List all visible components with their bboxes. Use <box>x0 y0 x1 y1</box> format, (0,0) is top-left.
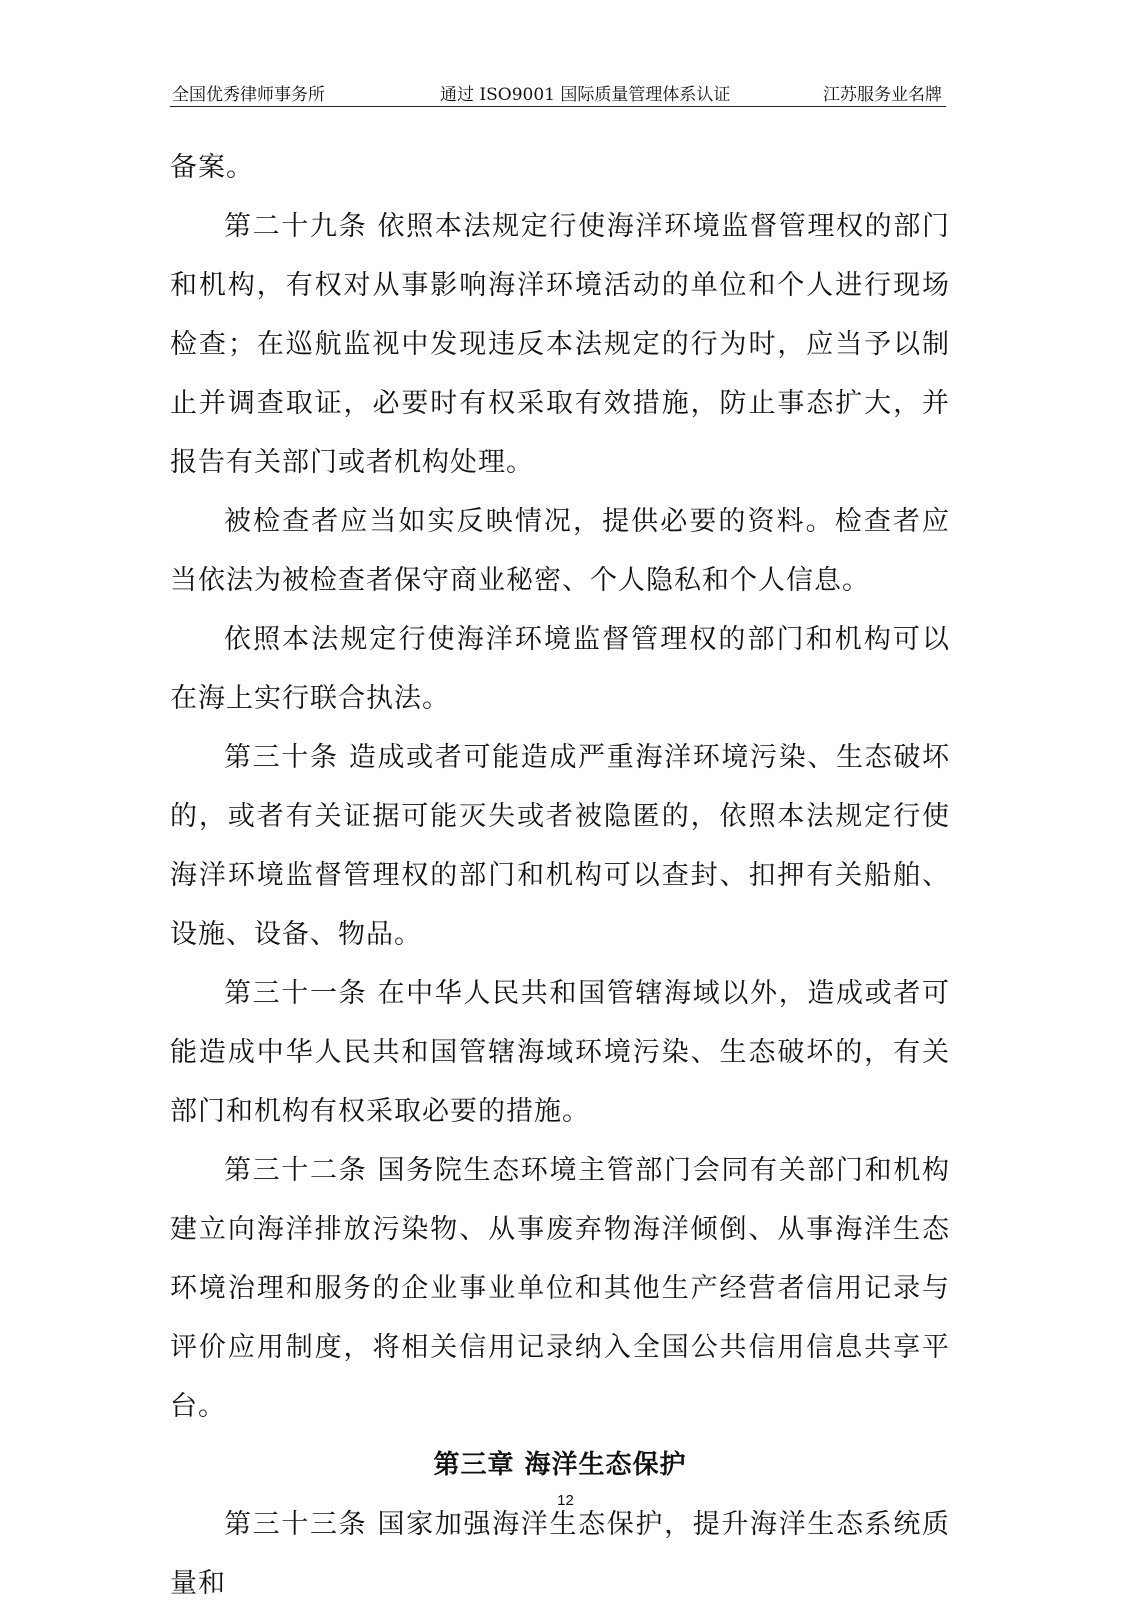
header-firm-title: 全国优秀律师事务所 <box>172 85 325 105</box>
page-number: 12 <box>557 1492 574 1509</box>
paragraph: 被检查者应当如实反映情况，提供必要的资料。检查者应当依法为被检查者保守商业秘密、个人隐私和个人信息。 <box>170 506 950 596</box>
paragraph: 备案。 <box>170 152 254 183</box>
header-certification: 通过 ISO9001 国际质量管理体系认证 <box>440 85 731 105</box>
page-header <box>170 78 946 107</box>
chapter-heading: 第三章 海洋生态保护 <box>433 1450 687 1480</box>
header-brand: 江苏服务业名牌 <box>823 85 942 105</box>
article-30: 第三十条 造成或者可能造成严重海洋环境污染、生态破坏的，或者有关证据可能灭失或者被隐匿的，依照本法规定行使海洋环境监督管理权的部门和机构可以查封、扣押有关船舶、设施、设备、物品。 <box>170 742 950 950</box>
paragraph: 依照本法规定行使海洋环境监督管理权的部门和机构可以在海上实行联合执法。 <box>170 624 950 714</box>
article-32: 第三十二条 国务院生态环境主管部门会同有关部门和机构建立向海洋排放污染物、从事废弃物海洋倾倒、从事海洋生态环境治理和服务的企业事业单位和其他生产经营者信用记录与评价应用制度，将相关信用记录纳入全国公共信用信息共享平台。 <box>170 1155 950 1422</box>
article-31: 第三十一条 在中华人民共和国管辖海域以外，造成或者可能造成中华人民共和国管辖海域环境污染、生态破坏的，有关部门和机构有权采取必要的措施。 <box>170 978 950 1127</box>
document-body <box>170 138 950 1613</box>
article-29: 第二十九条 依照本法规定行使海洋环境监督管理权的部门和机构，有权对从事影响海洋环境活动的单位和个人进行现场检查；在巡航监视中发现违反本法规定的行为时，应当予以制止并调查取证，必要时有权采取有效措施，防止事态扩大，并报告有关部门或者机构处理。 <box>170 211 950 478</box>
article-33: 第三十三条 国家加强海洋生态保护，提升海洋生态系统质量和 <box>170 1509 950 1599</box>
